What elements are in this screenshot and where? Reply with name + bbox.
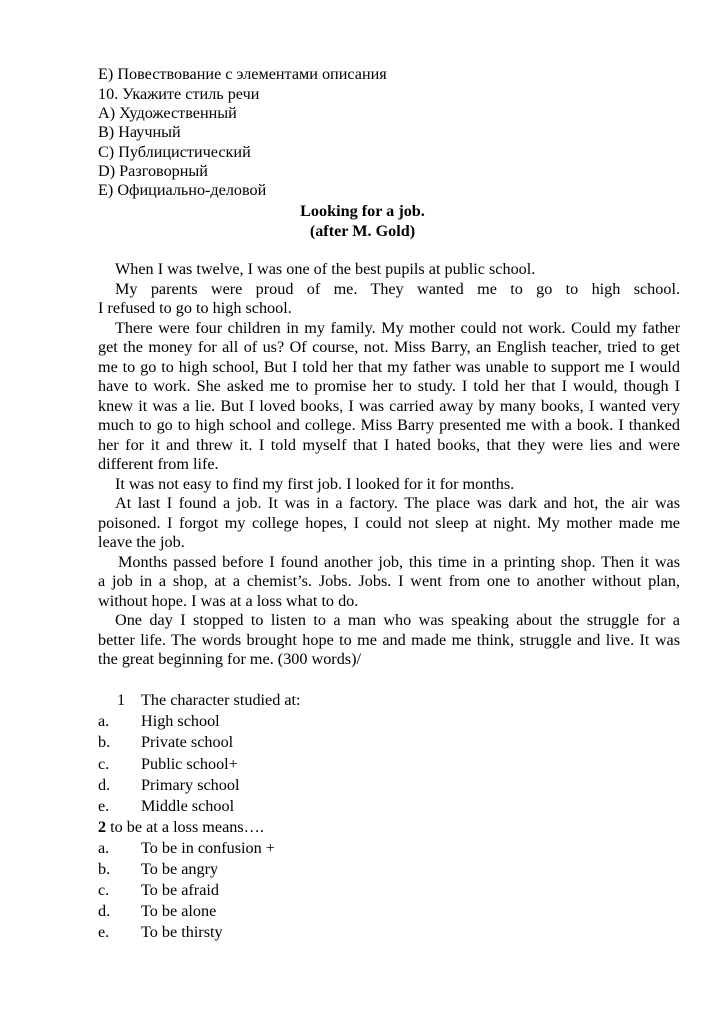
article-line: the great beginning for me. (300 words)/ <box>98 650 361 668</box>
question-1-text: The character studied at: <box>141 691 301 709</box>
option-b: В) Научный <box>98 123 181 141</box>
article-line: have to work. She asked me to promise her to study. I told her that I would, though I <box>98 377 680 395</box>
article-subtitle: (after M. Gold) <box>309 222 416 240</box>
q2-option-text: To be in confusion + <box>141 839 275 857</box>
q1-option-text: High school <box>141 712 220 730</box>
option-c: С) Публицистический <box>98 143 251 161</box>
article-line: knew it was a lie. But I loved books, I was carried away by many books, I wanted very <box>98 397 680 415</box>
question-2-number: 2 <box>98 818 107 836</box>
article-line: different from life. <box>98 455 219 473</box>
option-d: D) Разговорный <box>98 162 208 180</box>
q2-option-text: To be angry <box>141 860 219 878</box>
question-1-number: 1 <box>117 691 126 709</box>
q2-option-letter: c. <box>98 881 110 899</box>
option-e-previous: E) Повествование с элементами описания <box>98 65 387 83</box>
q2-option-text: To be alone <box>141 902 217 920</box>
option-e: Е) Официально-деловой <box>98 181 267 199</box>
q2-option-letter: d. <box>98 902 111 920</box>
q1-option-text: Middle school <box>141 797 235 815</box>
q1-option-letter: e. <box>98 797 110 815</box>
article-line: My parents were proud of me. They wanted me to go to high school. <box>115 280 680 298</box>
article-line: poisoned. I forgot my college hopes, I could not sleep at night. My mother made me <box>98 514 680 532</box>
option-a: А) Художественный <box>98 104 237 122</box>
article-line: When I was twelve, I was one of the best pupils at public school. <box>115 260 536 278</box>
q1-option-letter: c. <box>98 755 110 773</box>
q1-option-text: Public school+ <box>141 755 238 773</box>
q1-option-letter: b. <box>98 733 111 751</box>
question-2 <box>98 817 264 837</box>
article-line: much to go to high school and college. Miss Barry presented me with a book. I thanked <box>98 416 680 434</box>
article-line: At last I found a job. It was in a factory. The place was dark and hot, the air was <box>115 494 680 512</box>
article-line: It was not easy to find my first job. I looked for it for months. <box>115 475 515 493</box>
article-line: me to go to high school, But I told her that my father was unable to support me I would <box>98 358 680 376</box>
article-line: a job in a shop, at a chemist’s. Jobs. Jobs. I went from one to another without plan, <box>98 572 680 590</box>
article-line: leave the job. <box>98 533 185 551</box>
q1-option-letter: d. <box>98 776 111 794</box>
article-line: I refused to go to high school. <box>98 299 292 317</box>
article-title: Looking for a job. <box>300 202 425 220</box>
article-line: Months passed before I found another job, this time in a printing shop. Then it was <box>118 553 680 571</box>
question-2-text: to be at a loss means…. <box>110 818 264 836</box>
q1-option-text: Private school <box>141 733 234 751</box>
question-10: 10. Укажите стиль речи <box>98 85 260 103</box>
q1-option-letter: a. <box>98 712 110 730</box>
article-line: One day I stopped to listen to a man who was speaking about the struggle for a <box>115 611 680 629</box>
q2-option-text: To be thirsty <box>141 923 223 941</box>
q2-option-letter: b. <box>98 860 111 878</box>
article-line: without hope. I was at a loss what to do. <box>98 592 359 610</box>
article-line: get the money for all of us? Of course, not. Miss Barry, an English teacher, tried to get <box>98 338 680 356</box>
article-line: There were four children in my family. My mother could not work. Could my father <box>115 319 680 337</box>
article-line: her for it and threw it. I told myself that I hated books, that they were lies and were <box>98 436 680 454</box>
q1-option-text: Primary school <box>141 776 240 794</box>
article-line: better life. The words brought hope to me and made me think, struggle and live. It was <box>98 631 680 649</box>
q2-option-text: To be afraid <box>141 881 219 899</box>
q2-option-letter: e. <box>98 923 110 941</box>
q2-option-letter: a. <box>98 839 110 857</box>
